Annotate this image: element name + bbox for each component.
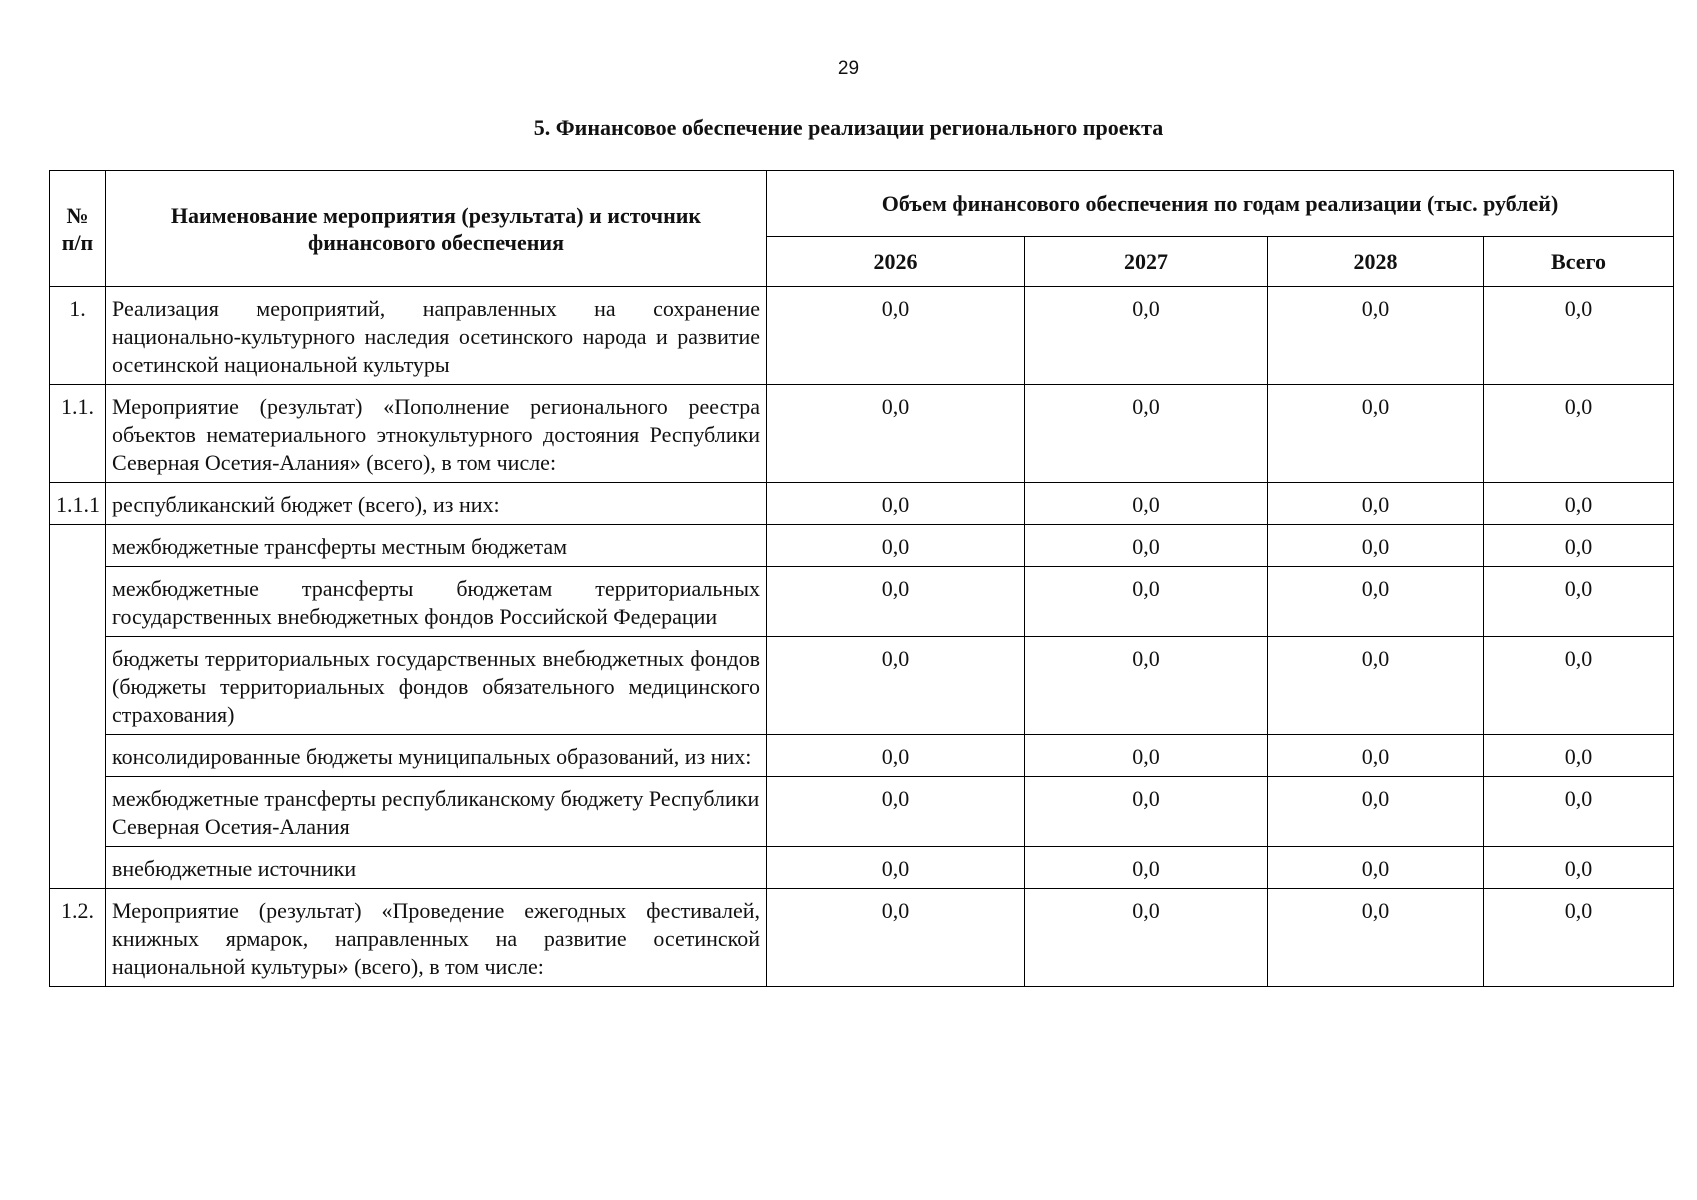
- value-2028: 0,0: [1268, 735, 1484, 777]
- value-2027: 0,0: [1025, 735, 1268, 777]
- value-2028: 0,0: [1268, 777, 1484, 847]
- value-2026: 0,0: [767, 483, 1025, 525]
- section-title: 5. Финансовое обеспечение реализации регионального проекта: [533, 115, 1164, 140]
- value-total: 0,0: [1484, 287, 1674, 385]
- row-name: межбюджетные трансферты бюджетам территориальных государственных внебюджетных фондов Российской Федерации: [106, 567, 767, 637]
- value-2026: 0,0: [767, 525, 1025, 567]
- value-2027: 0,0: [1025, 847, 1268, 889]
- value-2027: 0,0: [1025, 287, 1268, 385]
- header-year-2026: 2026: [767, 237, 1025, 287]
- value-2028: 0,0: [1268, 567, 1484, 637]
- value-total: 0,0: [1484, 567, 1674, 637]
- value-2028: 0,0: [1268, 637, 1484, 735]
- header-name: Наименование мероприятия (результата) и источник финансового обеспечения: [106, 171, 767, 287]
- value-2026: 0,0: [767, 385, 1025, 483]
- value-2027: 0,0: [1025, 889, 1268, 987]
- value-2028: 0,0: [1268, 287, 1484, 385]
- value-total: 0,0: [1484, 385, 1674, 483]
- table-row: [50, 847, 1674, 889]
- financing-table: [49, 170, 1674, 987]
- value-2028: 0,0: [1268, 483, 1484, 525]
- table-header: [50, 171, 1674, 287]
- header-year-2028: 2028: [1268, 237, 1484, 287]
- row-number: 1.: [50, 287, 106, 385]
- row-name: Реализация мероприятий, направленных на сохранение национально-культурного наследия осетинского народа и развитие осетинской национальной культуры: [106, 287, 767, 385]
- value-2027: 0,0: [1025, 777, 1268, 847]
- value-total: 0,0: [1484, 637, 1674, 735]
- value-2026: 0,0: [767, 889, 1025, 987]
- value-2026: 0,0: [767, 777, 1025, 847]
- row-number: 1.2.: [50, 889, 106, 987]
- value-2028: 0,0: [1268, 847, 1484, 889]
- row-name: Мероприятие (результат) «Проведение ежегодных фестивалей, книжных ярмарок, направленных на развитие осетинской национальной культуры» (всего), в том числе:: [106, 889, 767, 987]
- value-total: 0,0: [1484, 777, 1674, 847]
- row-name: Мероприятие (результат) «Пополнение регионального реестра объектов нематериального этнокультурного достояния Республики Северная Осетия-Алания» (всего), в том числе:: [106, 385, 767, 483]
- table-body: [50, 287, 1674, 987]
- row-number-empty: [50, 525, 106, 889]
- value-total: 0,0: [1484, 735, 1674, 777]
- value-2028: 0,0: [1268, 525, 1484, 567]
- value-2026: 0,0: [767, 637, 1025, 735]
- table-row: [50, 385, 1674, 483]
- row-number: 1.1.1: [50, 483, 106, 525]
- table-row: [50, 637, 1674, 735]
- table-row: [50, 525, 1674, 567]
- value-2028: 0,0: [1268, 385, 1484, 483]
- header-total: Всего: [1484, 237, 1674, 287]
- value-2027: 0,0: [1025, 525, 1268, 567]
- value-2026: 0,0: [767, 287, 1025, 385]
- value-total: 0,0: [1484, 483, 1674, 525]
- value-total: 0,0: [1484, 847, 1674, 889]
- value-2028: 0,0: [1268, 889, 1484, 987]
- row-name: межбюджетные трансферты республиканскому бюджету Республики Северная Осетия-Алания: [106, 777, 767, 847]
- header-volume: Объем финансового обеспечения по годам реализации (тыс. рублей): [767, 171, 1674, 237]
- table-row: [50, 777, 1674, 847]
- value-2027: 0,0: [1025, 637, 1268, 735]
- value-2026: 0,0: [767, 735, 1025, 777]
- value-2027: 0,0: [1025, 567, 1268, 637]
- row-name: республиканский бюджет (всего), из них:: [106, 483, 767, 525]
- row-name: консолидированные бюджеты муниципальных образований, из них:: [106, 735, 767, 777]
- table-row: [50, 287, 1674, 385]
- header-year-2027: 2027: [1025, 237, 1268, 287]
- row-name: бюджеты территориальных государственных внебюджетных фондов (бюджеты территориальных фондов обязательного медицинского страхования): [106, 637, 767, 735]
- value-2027: 0,0: [1025, 385, 1268, 483]
- value-2026: 0,0: [767, 847, 1025, 889]
- row-number: 1.1.: [50, 385, 106, 483]
- table-row: [50, 889, 1674, 987]
- value-2027: 0,0: [1025, 483, 1268, 525]
- value-total: 0,0: [1484, 525, 1674, 567]
- table-row: [50, 483, 1674, 525]
- page-number: 29: [837, 58, 860, 79]
- table-row: [50, 735, 1674, 777]
- header-num: № п/п: [50, 171, 106, 287]
- table-row: [50, 567, 1674, 637]
- row-name: внебюджетные источники: [106, 847, 767, 889]
- row-name: межбюджетные трансферты местным бюджетам: [106, 525, 767, 567]
- value-total: 0,0: [1484, 889, 1674, 987]
- value-2026: 0,0: [767, 567, 1025, 637]
